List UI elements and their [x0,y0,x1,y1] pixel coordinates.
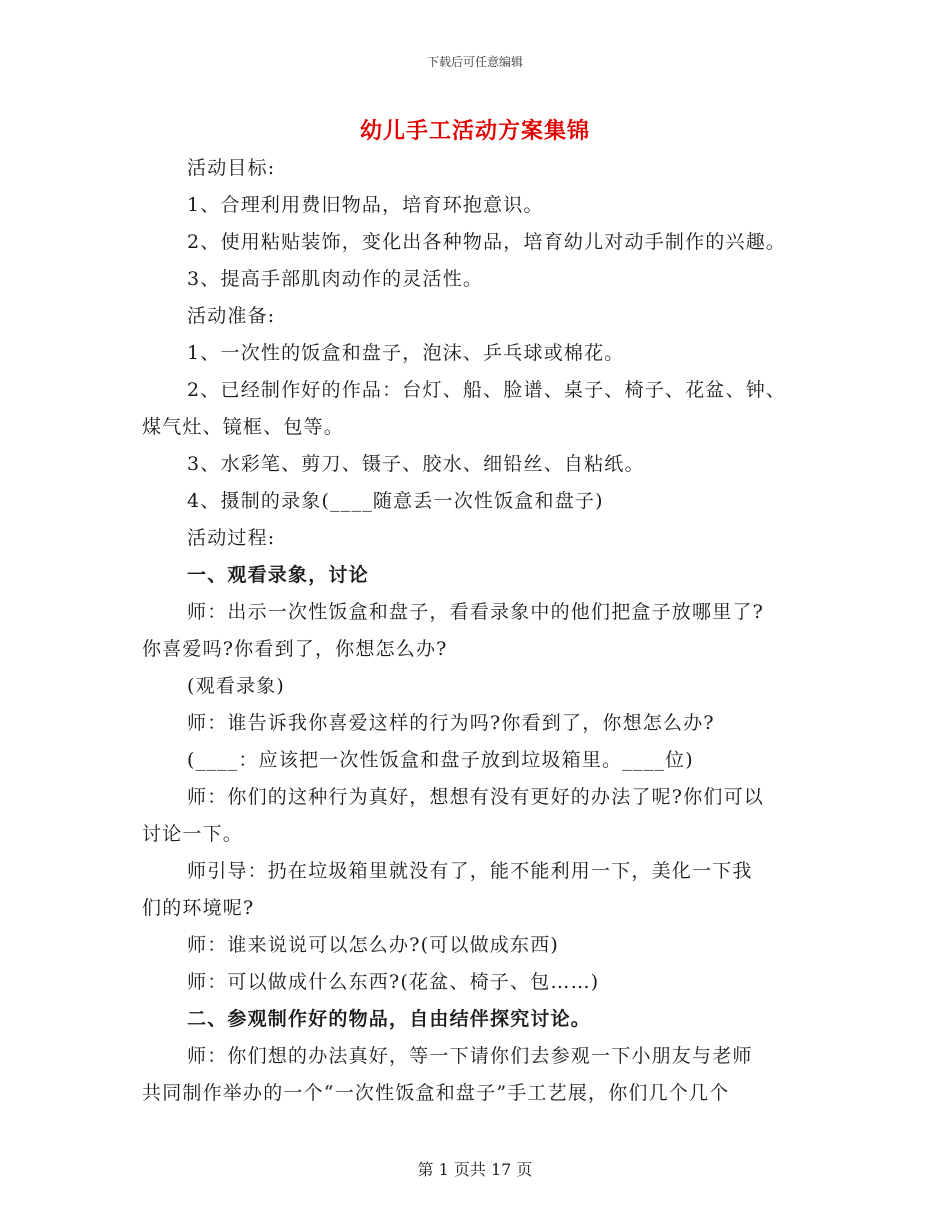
body-line: 共同制作举办的一个“一次性饭盒和盘子”手工艺展，你们几个几个 [142,1082,730,1104]
section-heading: 二、参观制作好的物品，自由结伴探究讨论。 [187,1008,592,1030]
document-body [142,150,832,1112]
body-line: 活动准备: [187,305,276,327]
body-line: 师：谁告诉我你喜爱这样的行为吗?你看到了，你想怎么办? [187,712,715,734]
document-title: 幼儿手工活动方案集锦 [359,118,590,144]
body-line: 师：可以做成什么东西?(花盆、椅子、包……) [187,971,600,993]
section-heading: 一、观看录象，讨论 [187,564,369,586]
body-line: 师引导：扔在垃圾箱里就没有了，能不能利用一下，美化一下我 [187,860,753,882]
body-line: 讨论一下。 [142,823,244,845]
body-line: 2、使用粘贴装饰，变化出各种物品，培育幼儿对动手制作的兴趣。 [187,231,787,253]
body-line: 1、合理利用费旧物品，培育环抱意识。 [187,194,544,216]
body-line: (____：应该把一次性饭盒和盘子放到垃圾箱里。____位) [187,749,694,771]
header-note: 下载后可任意编辑 [426,55,523,69]
body-line: 师：出示一次性饭盒和盘子，看看录象中的他们把盒子放哪里了? [187,601,764,623]
body-line: 煤气灶、镜框、包等。 [142,416,345,438]
body-line: 师：你们想的办法真好，等一下请你们去参观一下小朋友与老师 [187,1045,753,1067]
body-line: 活动过程: [187,527,276,549]
body-line: 3、提高手部肌肉动作的灵活性。 [187,268,484,290]
body-line: 1、一次性的饭盒和盘子，泡沫、乒乓球或棉花。 [187,342,625,364]
body-line: 师：你们的这种行为真好，想想有没有更好的办法了呢?你们可以 [187,786,764,808]
body-line: 你喜爱吗?你看到了，你想怎么办? [142,638,448,660]
page-footer: 第 1 页共 17 页 [417,1160,533,1179]
body-line: 3、水彩笔、剪刀、镊子、胶水、细铅丝、自粘纸。 [187,453,645,475]
body-line: 们的环境呢? [142,897,255,919]
body-line: (观看录象) [187,675,286,697]
body-line: 4、摄制的录象(____随意丢一次性饭盒和盘子) [187,490,604,512]
body-line: 2、已经制作好的作品：台灯、船、脸谱、桌子、椅子、花盆、钟、 [187,379,787,401]
body-line: 师：谁来说说可以怎么办?(可以做成东西) [187,934,560,956]
body-line: 活动目标: [187,157,276,179]
